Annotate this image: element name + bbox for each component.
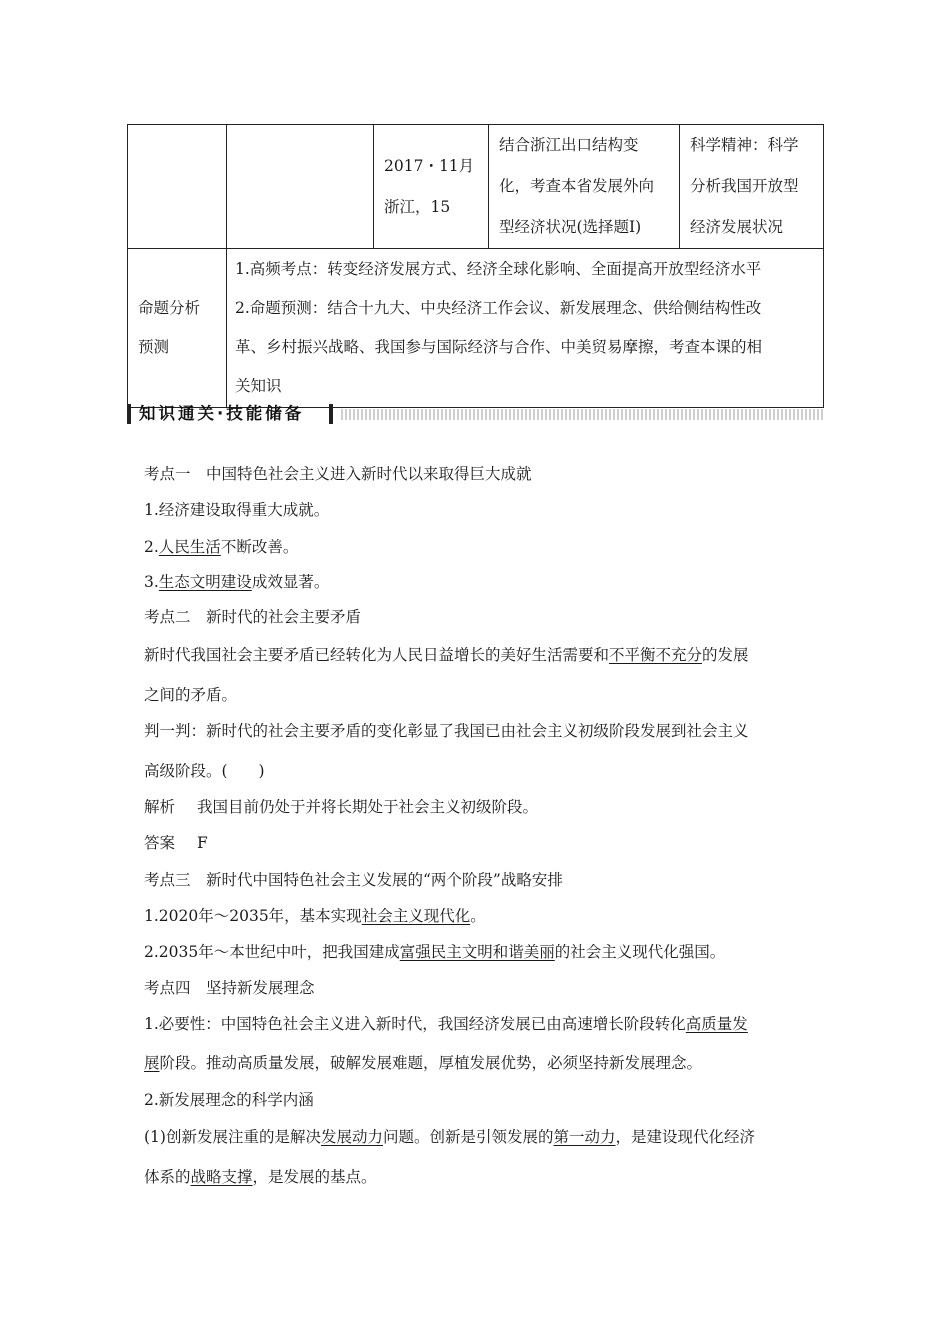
- underlined-term: 不平衡不充分: [609, 646, 703, 664]
- underlined-term: 高质量发: [685, 1015, 748, 1033]
- paragraph: [144, 906, 486, 926]
- text: 。: [470, 907, 486, 925]
- answer: [144, 833, 208, 853]
- underlined-term: 社会主义现代化: [361, 907, 471, 925]
- text: ，是建设现代化经济: [615, 1128, 756, 1146]
- text: 不断改善。: [220, 538, 299, 556]
- text: (1)创新发展注重的是解决: [144, 1128, 321, 1146]
- text: 阶段。推动高质量发展，破解发展难题，厚植发展优势，必须坚持新发展理念。: [159, 1054, 703, 1072]
- paragraph: [144, 537, 298, 557]
- cell-line: 革、乡村振兴战略、我国参与国际经济与合作、中美贸易摩擦，考查本课的相: [235, 338, 763, 356]
- paragraph: [144, 942, 725, 962]
- judge-question: 判一判：新时代的社会主要矛盾的变化彰显了我国已由社会主义初级阶段发展到社会主义: [144, 722, 749, 740]
- table-cell-content: [489, 125, 680, 249]
- cell-line: 型经济状况(选择题Ⅰ): [499, 218, 642, 236]
- text: 1.必要性：中国特色社会主义进入新时代，我国经济发展已由高速增长阶段转化: [144, 1015, 686, 1033]
- cell-line: 浙江，15: [384, 197, 451, 216]
- text: 的发展: [702, 646, 749, 664]
- text: ，是发展的基点。: [252, 1168, 377, 1186]
- cell-line: 2.命题预测：结合十九大、中央经济工作会议、新发展理念、供给侧结构性改: [235, 299, 762, 317]
- cell-line: 关知识: [235, 377, 282, 395]
- analysis: [144, 797, 538, 817]
- table-cell-prediction: [227, 249, 824, 408]
- paragraph: [144, 1053, 702, 1073]
- text: 3.: [144, 573, 159, 591]
- table-row: [128, 125, 824, 249]
- section-title: 知识通关·技能储备: [139, 404, 305, 423]
- table-cell-exam-year: [374, 125, 489, 249]
- paragraph: 之间的矛盾。: [144, 686, 238, 704]
- paragraph: 2.新发展理念的科学内涵: [144, 1091, 314, 1109]
- cell-line: 2017・11月: [384, 156, 475, 175]
- topic-heading: 考点一 中国特色社会主义进入新时代以来取得巨大成就: [144, 465, 532, 483]
- answer-label: 答案: [144, 834, 176, 852]
- table-cell-label: [128, 249, 227, 408]
- underlined-term: 展: [144, 1054, 160, 1072]
- underlined-term: 富强民主文明和谐美丽: [399, 943, 555, 961]
- underlined-term: 人民生活: [158, 538, 221, 556]
- section-banner: [127, 402, 823, 426]
- banner-bar-right: [329, 404, 333, 424]
- answer-value: F: [197, 834, 208, 852]
- banner-stripe: [341, 409, 823, 420]
- cell-line: 科学精神：科学: [690, 136, 799, 154]
- cell-line: 命题分析: [138, 299, 201, 317]
- paragraph: [144, 572, 329, 592]
- underlined-term: 第一动力: [553, 1128, 616, 1146]
- cell-line: 1.高频考点：转变经济发展方式、经济全球化影响、全面提高开放型经济水平: [235, 260, 762, 278]
- paragraph: [144, 1167, 377, 1187]
- text: 1.2020年～2035年，基本实现: [144, 907, 362, 925]
- text: 新时代我国社会主要矛盾已经转化为人民日益增长的美好生活需要和: [144, 646, 610, 664]
- text: 成效显著。: [251, 573, 330, 591]
- underlined-term: 战略支撑: [190, 1168, 253, 1186]
- topic-heading: 考点二 新时代的社会主要矛盾: [144, 608, 362, 626]
- text: 2.2035年～本世纪中叶，把我国建成: [144, 943, 400, 961]
- analysis-label: 解析: [144, 798, 176, 816]
- underlined-term: 生态文明建设: [158, 573, 252, 591]
- table-cell-empty: [227, 125, 374, 249]
- paragraph: [144, 645, 749, 665]
- paragraph: 1.经济建设取得重大成就。: [144, 501, 330, 519]
- cell-line: 预测: [138, 338, 170, 356]
- judge-question: 高级阶段。( ): [144, 762, 265, 780]
- table-cell-empty: [128, 125, 227, 249]
- topic-heading: 考点三 新时代中国特色社会主义发展的“两个阶段”战略安排: [144, 871, 563, 889]
- underlined-term: 发展动力: [320, 1128, 383, 1146]
- text: 的社会主义现代化强国。: [554, 943, 726, 961]
- text: 体系的: [144, 1168, 191, 1186]
- paragraph: [144, 1014, 748, 1034]
- analysis-text: 我国目前仍处于并将长期处于社会主义初级阶段。: [197, 798, 539, 816]
- text: 问题。创新是引领发展的: [382, 1128, 554, 1146]
- cell-line: 分析我国开放型: [690, 177, 799, 195]
- exam-analysis-table: [127, 124, 824, 408]
- banner-bar-left: [127, 404, 131, 424]
- table-cell-literacy: [680, 125, 824, 249]
- cell-line: 化，考查本省发展外向: [499, 177, 655, 195]
- cell-line: 结合浙江出口结构变: [499, 136, 639, 154]
- topic-heading: 考点四 坚持新发展理念: [144, 979, 315, 997]
- paragraph: [144, 1127, 755, 1147]
- cell-line: 经济发展状况: [690, 218, 784, 236]
- table-row: [128, 249, 824, 408]
- text: 2.: [144, 538, 159, 556]
